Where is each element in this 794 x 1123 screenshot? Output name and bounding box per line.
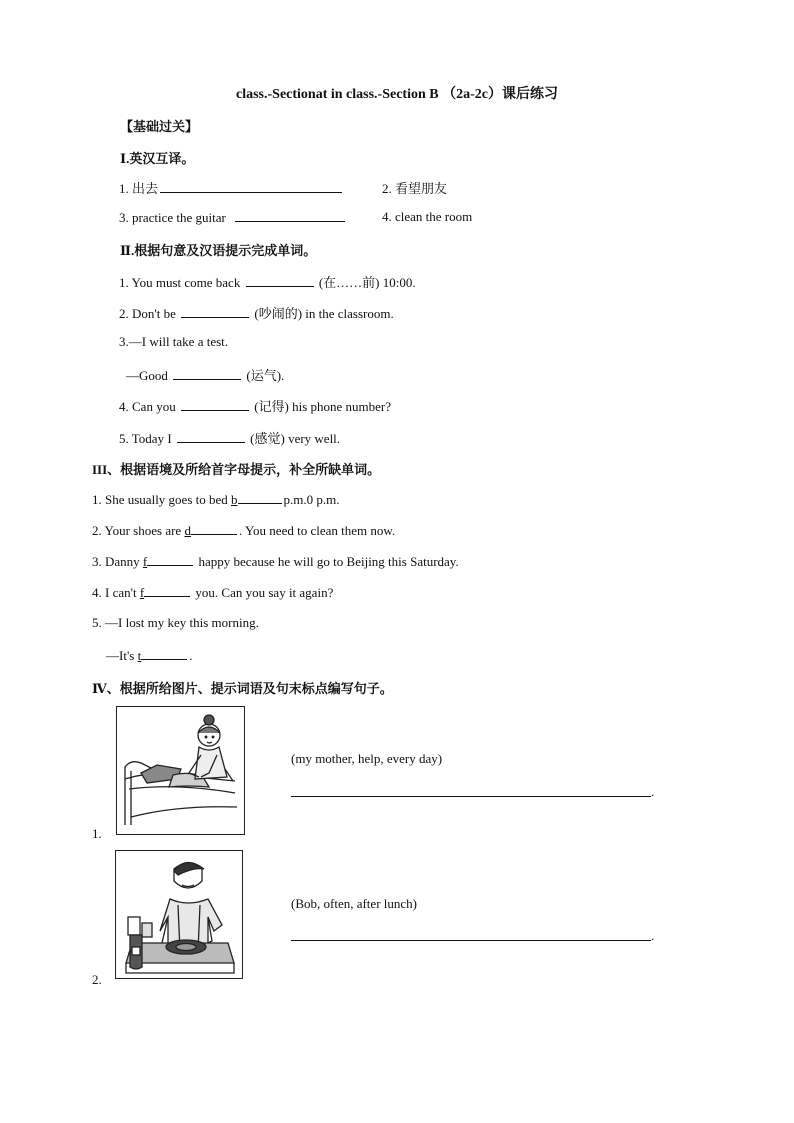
answer-blank[interactable] [147, 553, 193, 566]
part2-item-3: 3.—I will take a test. [119, 334, 229, 349]
answer-blank[interactable] [181, 305, 249, 318]
letter-hint: b [231, 492, 238, 507]
answer-blank[interactable] [246, 274, 314, 287]
letter-hint: f [139, 585, 145, 600]
answer-blank[interactable] [177, 430, 245, 443]
answer-blank[interactable] [173, 367, 241, 380]
answer-line-1-period: . [651, 784, 655, 799]
part4-item-1-number: 1. [92, 826, 102, 841]
part3-item-3: 3. Danny f happy because he will go to Beijing this Saturday. [92, 554, 459, 569]
answer-blank[interactable] [238, 491, 282, 504]
letter-hint: t [137, 648, 142, 663]
part2-item-3-answer: —Good (运气). [126, 368, 285, 383]
letter-hint: d [184, 523, 191, 538]
part1-item-1: 1. 出去 [119, 178, 344, 197]
part1-item-3: 3. practice the guitar [119, 209, 347, 226]
part2-item-2: 2. Don't be (吵闹的) in the classroom. [119, 306, 394, 321]
answer-blank[interactable] [144, 584, 190, 597]
part3-item-2: 2. Your shoes are d . You need to clean them now. [92, 523, 396, 538]
part4-item-1-prompt: (my mother, help, every day) [291, 751, 443, 766]
part2-item-1: 1. You must come back (在……前) 10:00. [119, 275, 416, 290]
answer-line-2-period: . [651, 928, 655, 943]
letter-hint: f [142, 554, 148, 569]
part4-item-2-number: 2. [92, 972, 102, 987]
answer-blank[interactable] [160, 180, 342, 193]
part2-item-4: 4. Can you (记得) his phone number? [119, 399, 392, 414]
part2-item-5: 5. Today I (感觉) very well. [119, 431, 341, 446]
part3-item-4: 4. I can't f you. Can you say it again? [92, 585, 334, 600]
part1-heading: Ⅰ.英汉互译。 [120, 151, 195, 166]
bob-washing-dishes-illustration [116, 851, 242, 978]
answer-blank[interactable] [141, 647, 187, 660]
part3-item-5: 5. —I lost my key this morning. [92, 615, 259, 630]
section-basic-heading: 【基础过关】 [120, 119, 199, 134]
part1-item-4: 4. clean the room [382, 209, 473, 224]
answer-blank[interactable] [181, 398, 249, 411]
answer-blank[interactable] [191, 522, 237, 535]
part4-item-2-prompt: (Bob, often, after lunch) [291, 896, 417, 911]
part3-item-1: 1. She usually goes to bed b p.m.0 p.m. [92, 492, 340, 507]
picture-mother-making-bed [116, 706, 245, 835]
part1-item-2: 2. 看望朋友 [382, 181, 448, 196]
answer-line-1[interactable] [291, 796, 651, 797]
part3-heading: III、根据语境及所给首字母提示，补全所缺单词。 [92, 462, 381, 477]
answer-blank[interactable] [235, 209, 345, 222]
part2-heading: Ⅱ.根据句意及汉语提示完成单词。 [120, 243, 317, 258]
answer-line-2[interactable] [291, 940, 651, 941]
mother-making-bed-illustration [117, 707, 244, 834]
part4-heading: Ⅳ、根据所给图片、提示词语及句末标点编写句子。 [92, 681, 393, 696]
part3-item-5-answer: —It's t . [106, 648, 193, 663]
picture-bob-washing-dishes [115, 850, 243, 979]
page-title: class.-Sectionat in class.-Section B （2a-2c）课后练习 [236, 87, 558, 102]
